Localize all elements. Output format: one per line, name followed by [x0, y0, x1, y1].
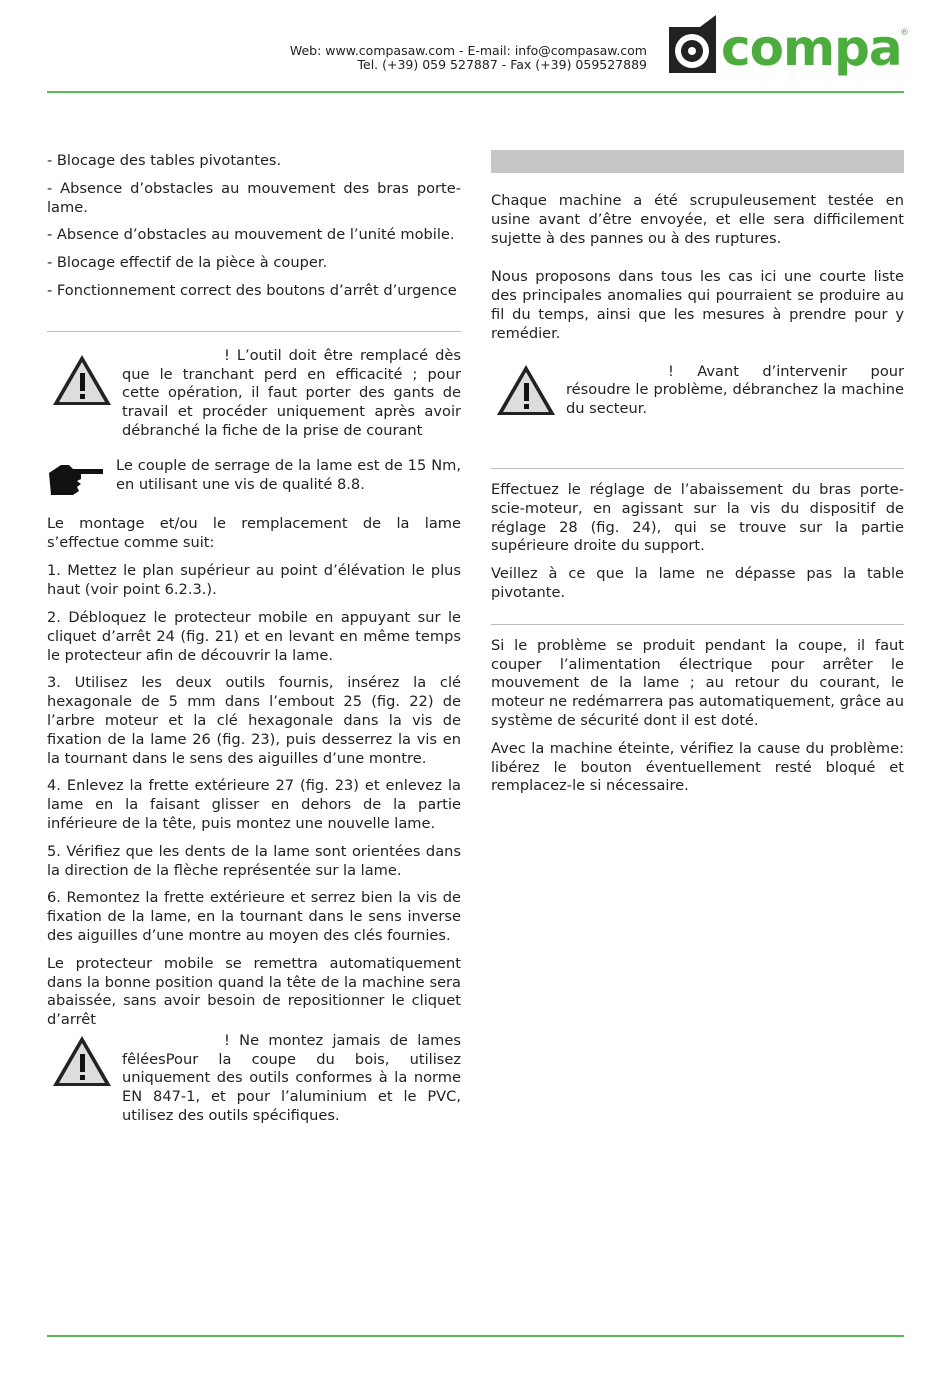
adjustment-paragraph: Veillez à ce que la lame ne dépasse pas la table pivotante. [491, 565, 904, 601]
left-column [47, 152, 461, 1126]
check-item: - Blocage des tables pivotantes. [47, 152, 282, 169]
right-column [491, 150, 904, 805]
warning-triangle-icon [51, 1034, 113, 1090]
check-item: - Fonctionnement correct des boutons d’arrêt d’urgence [47, 281, 457, 299]
adjustment-paragraph: Effectuez le réglage de l’abaissement du bras porte-scie-moteur, en agissant sur la vis du dispositif de réglage 28 (fig. 24), qui se trouve sur la partie supérieure droite du support. [491, 480, 904, 555]
warning-box [47, 347, 461, 441]
troubleshoot-paragraph: Avec la machine éteinte, vérifiez la cause du problème: libérez le bouton éventuellement resté bloqué et remplacez-le si nécessaire. [491, 739, 904, 795]
note-box [47, 457, 461, 499]
logo-wordmark: compa [721, 19, 902, 77]
warning-triangle-icon [495, 363, 557, 419]
section-divider [491, 468, 904, 469]
saw-blade-icon [669, 15, 716, 73]
intro-paragraph: Chaque machine a été scrupuleusement testée en usine avant d’être envoyée, et elle sera difficilement sujette à des pannes ou à des ruptures. [491, 192, 904, 247]
web-email-line: Web: www.compasaw.com - E-mail: info@compasaw.com [289, 43, 647, 58]
section-divider [491, 624, 904, 625]
procedure-step: 6. Remontez la frette extérieure et serrez bien la vis de fixation de la lame, en la tournant dans le sens inverse des aiguilles d’une montre au moyen des clés fournies. [47, 889, 461, 944]
tel-fax-line: Tel. (+39) 059 527887 - Fax (+39) 059527889 [357, 57, 647, 72]
closing-paragraph: Le protecteur mobile se remettra automatiquement dans la bonne position quand la tête de la machine sera abaissée, sans avoir besoin de repositionner le cliquet d’arrêt [47, 954, 461, 1029]
warning-text: ! L’outil doit être remplacé dès que le tranchant perd en efficacité ; pour cette opération, il faut porter des gants de travail et procéder uniquement après avoir débranché la fiche de la prise de courant [122, 346, 461, 439]
note-text: Le couple de serrage de la lame est de 15 Nm, en utilisant une vis de qualité 8.8. [116, 456, 461, 493]
procedure-intro: Le montage et/ou le remplacement de la lame s’effectue comme suit: [47, 514, 461, 551]
warning-text: ! Avant d’intervenir pour résoudre le problème, débranchez la machine du secteur. [566, 362, 904, 418]
section-heading-band [491, 150, 904, 173]
warning-triangle-icon [51, 353, 113, 409]
contact-info [290, 44, 647, 72]
pointing-hand-icon [47, 459, 105, 499]
intro-paragraph: Nous proposons dans tous les cas ici une courte liste des principales anomalies qui pourraient se produire au fil du temps, ainsi que les mesures à prendre pour y remédier. [491, 268, 904, 342]
warning-text: ! Ne montez jamais de lames fêléesPour la coupe du bois, utilisez uniquement des outils conformes à la norme EN 847-1, et pour l’aluminium et le PVC, utilisez des outils spécifiques. [122, 1031, 461, 1125]
section-divider [47, 331, 461, 332]
procedure-step: 4. Enlevez la frette extérieure 27 (fig. 23) et enlevez la lame en la faisant glisser en dehors de la partie inférieure de la tête, puis montez une nouvelle lame. [47, 777, 461, 832]
footer-divider [47, 1335, 904, 1337]
warning-box [47, 1032, 461, 1126]
troubleshoot-paragraph: Si le problème se produit pendant la coupe, il faut couper l’alimentation électrique pour arrêter le mouvement de la lame ; au retour du courant, le moteur ne redémarrera pas automatiquement, grâce au système de sécurité dont il est doté. [491, 636, 904, 729]
check-item: - Absence d’obstacles au mouvement de l’unité mobile. [47, 226, 455, 244]
registered-mark: ® [900, 28, 909, 38]
check-item: - Blocage effectif de la pièce à couper. [47, 254, 328, 272]
check-item: - Absence d’obstacles au mouvement des bras porte-lame. [47, 179, 461, 216]
procedure-step: 3. Utilisez les deux outils fournis, insérez la clé hexagonale de 5 mm dans l’embout 25 (fig. 22) de l’arbre moteur et la clé hexagonale dans la vis de fixation de la lame 26 (fig. 23), puis desserrez la vis en la tournant dans le sens des aiguilles d’une montre. [47, 674, 461, 767]
header-divider [47, 91, 904, 93]
procedure-step: 5. Vérifiez que les dents de la lame sont orientées dans la direction de la flèche représentée sur la lame. [47, 842, 461, 879]
procedure-step: 1. Mettez le plan supérieur au point d’élévation le plus haut (voir point 6.2.3.). [47, 562, 461, 599]
warning-box [491, 363, 904, 419]
procedure-step: 2. Débloquez le protecteur mobile en appuyant sur le cliquet d’arrêt 24 (fig. 21) et en levant en même temps le protecteur afin de découvrir la lame. [47, 608, 461, 664]
compa-logo [666, 13, 911, 77]
